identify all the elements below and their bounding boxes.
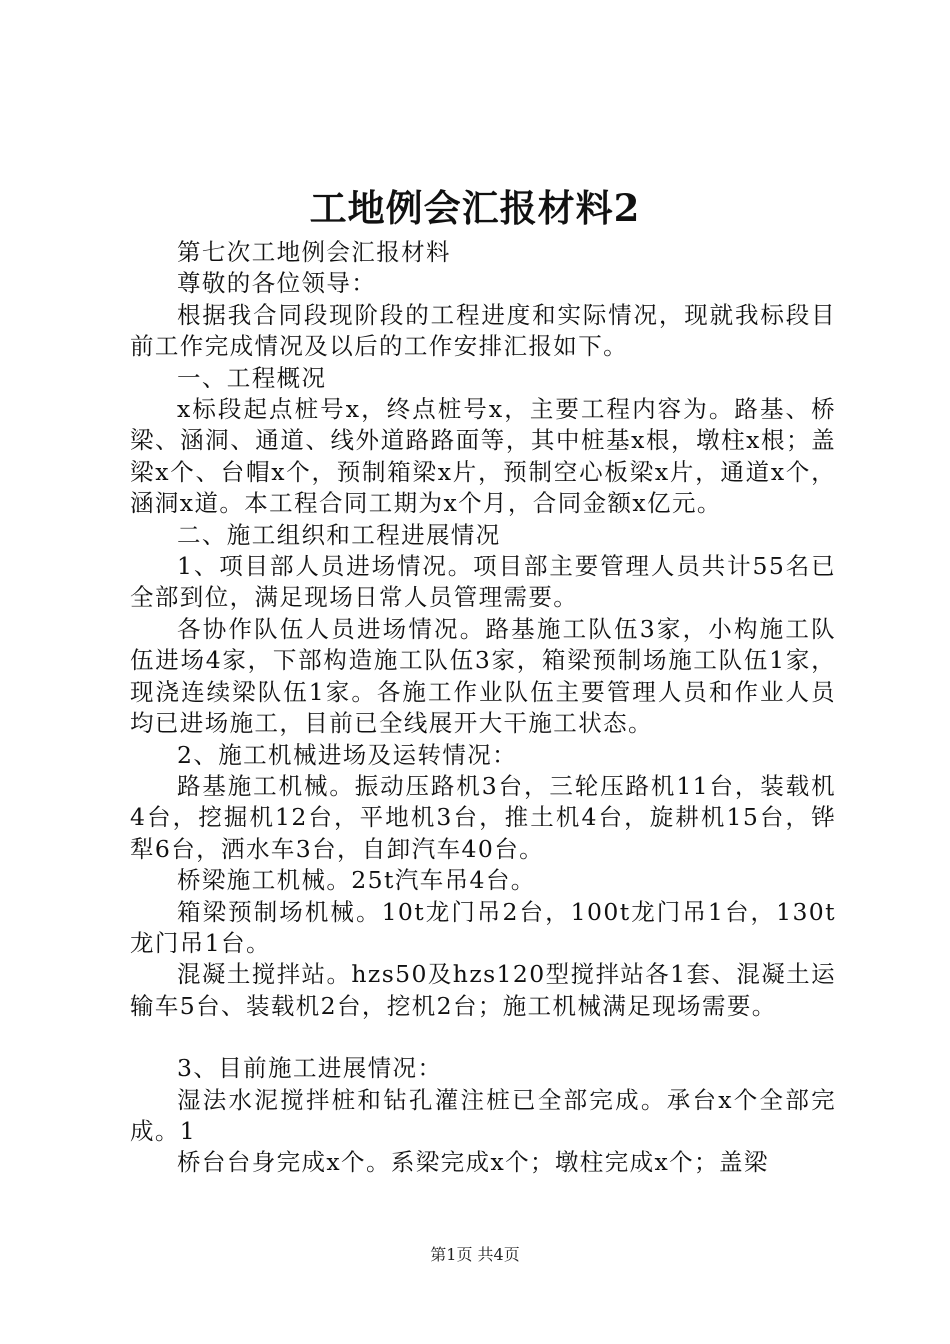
paragraph-subtitle: 第七次工地例会汇报材料 [177,238,451,266]
document-title: 工地例会汇报材料2 [309,186,641,230]
section-heading-organization: 二、施工组织和工程进展情况 [177,520,501,549]
subheading-machinery: 2、施工机械进场及运转情况： [177,740,518,769]
paragraph-salutation: 尊敬的各位领导： [177,269,377,298]
section-heading-overview: 一、工程概况 [177,363,327,392]
paragraph-roadbed-machinery: 路基施工机械。振动压路机3台，三轮压路机11台，装载机4台，挖掘机12台，平地机3台，推土机4台，旋耕机15台，铧犁6台，洒水车3台，自卸汽车40台。 [130,771,836,863]
document-body [130,237,836,1179]
paragraph-overview: x标段起点桩号x，终点桩号x，主要工程内容为。路基、桥梁、涵洞、通道、线外道路路面等，其中桩基x根，墩柱x根；盖梁x个、台帽x个，预制箱梁x片，预制空心板梁x片，通道x个，涵洞x道。本工程合同工期为x个月，合同金额x亿元。 [130,395,836,518]
paragraph-piles-progress: 湿法水泥搅拌桩和钻孔灌注桩已全部完成。承台x个全部完成。1 [130,1085,836,1145]
paragraph-bridge-machinery: 桥梁施工机械。25t汽车吊4台。 [177,866,536,895]
paragraph-abutment-progress: 桥台台身完成x个。系梁完成x个；墩柱完成x个；盖梁 [177,1148,769,1177]
page-footer: 第1页 共4页 [430,1245,520,1264]
paragraph-intro: 根据我合同段现阶段的工程进度和实际情况，现就我标段目前工作完成情况及以后的工作安排汇报如下。 [130,300,836,361]
paragraph-precast-yard-machinery: 箱梁预制场机械。10t龙门吊2台，100t龙门吊1台，130t龙门吊1台。 [130,897,836,957]
paragraph-teams-entry: 各协作队伍人员进场情况。路基施工队伍3家，小构施工队伍进场4家，下部构造施工队伍3家，箱梁预制场施工队伍1家，现浇连续梁队伍1家。各施工作业队伍主要管理人员和作业人员均已进场施工，目前已全线展开大干施工状态。 [130,614,836,738]
paragraph-mixing-station: 混凝土搅拌站。hzs50及hzs120型搅拌站各1套、混凝土运输车5台、装载机2台，挖机2台；施工机械满足现场需要。 [130,960,836,1020]
paragraph-staff-entry: 1、项目部人员进场情况。项目部主要管理人员共计55名已全部到位，满足现场日常人员管理需要。 [130,552,836,612]
subheading-progress: 3、目前施工进展情况： [177,1054,443,1083]
